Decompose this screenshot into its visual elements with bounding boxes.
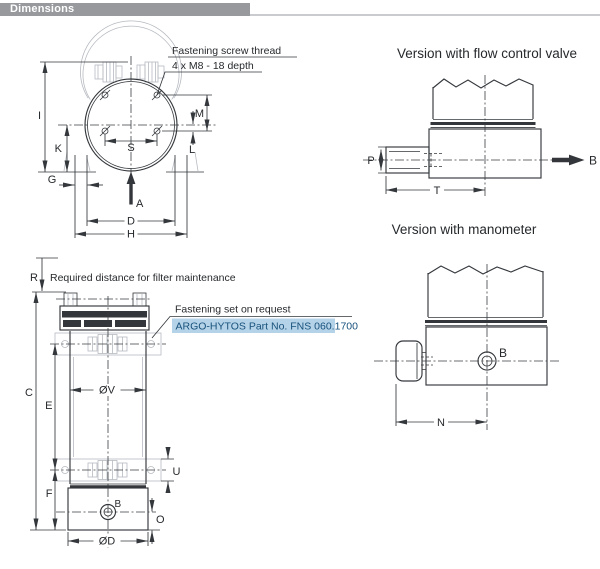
upper-body-sides xyxy=(433,85,533,120)
part-number-text: ARGO-HYTOS Part No. FNS 060.1700 xyxy=(175,320,358,333)
dim-label-I: I xyxy=(37,110,41,122)
dim-label-F: F xyxy=(45,488,53,500)
dim-label-OV: ØV xyxy=(99,384,115,397)
fastening-note: Fastening set on request xyxy=(175,303,291,316)
dim-label-D: D xyxy=(127,215,135,228)
dim-label-A: A xyxy=(136,198,144,210)
manometer-drawing xyxy=(374,222,560,430)
maintenance-note: Required distance for filter maintenance xyxy=(50,272,236,284)
section-title: Dimensions xyxy=(10,3,75,15)
side-view-drawing xyxy=(25,258,358,548)
manometer-title: Version with manometer xyxy=(391,222,537,237)
top-view-drawing xyxy=(38,21,297,241)
centerlines xyxy=(50,296,166,548)
dim-label-K: K xyxy=(54,143,62,155)
flow-valve-title: Version with flow control valve xyxy=(396,46,578,61)
upper-body-sides xyxy=(428,271,543,317)
screw-note-line1: Fastening screw thread xyxy=(172,45,282,57)
dim-label-OD: ØD xyxy=(98,535,116,548)
dim-label-P: P xyxy=(367,155,375,167)
collar-ring xyxy=(431,120,536,128)
flow-valve-drawing xyxy=(363,46,597,197)
dim-label-N: N xyxy=(437,417,445,429)
broken-edge xyxy=(433,79,533,88)
dim-label-R: R xyxy=(30,272,38,284)
dim-label-B: B xyxy=(589,153,598,168)
dim-label-O: O xyxy=(156,514,165,526)
dim-label-U: U xyxy=(172,466,181,478)
dim-label-C: C xyxy=(25,387,33,399)
inner-detail-lines xyxy=(68,294,143,457)
dim-label-M: M xyxy=(194,108,204,120)
inlet-arrow xyxy=(127,172,136,205)
dim-label-H: H xyxy=(127,228,135,241)
dim-label-E: E xyxy=(45,400,53,412)
dim-label-B: B xyxy=(114,499,122,510)
extension-lines xyxy=(378,147,386,194)
dim-label-L: L xyxy=(188,144,196,156)
screw-note-line2: 4 x M8 - 18 depth xyxy=(172,60,254,72)
outlet-arrow xyxy=(552,155,585,166)
dim-label-T: T xyxy=(433,185,441,197)
extension-lines xyxy=(38,62,212,238)
dim-label-B: B xyxy=(499,346,508,360)
dim-label-G: G xyxy=(47,174,57,186)
broken-edge xyxy=(428,266,543,274)
dim-label-S: S xyxy=(127,142,135,154)
collar-ring xyxy=(425,318,547,326)
